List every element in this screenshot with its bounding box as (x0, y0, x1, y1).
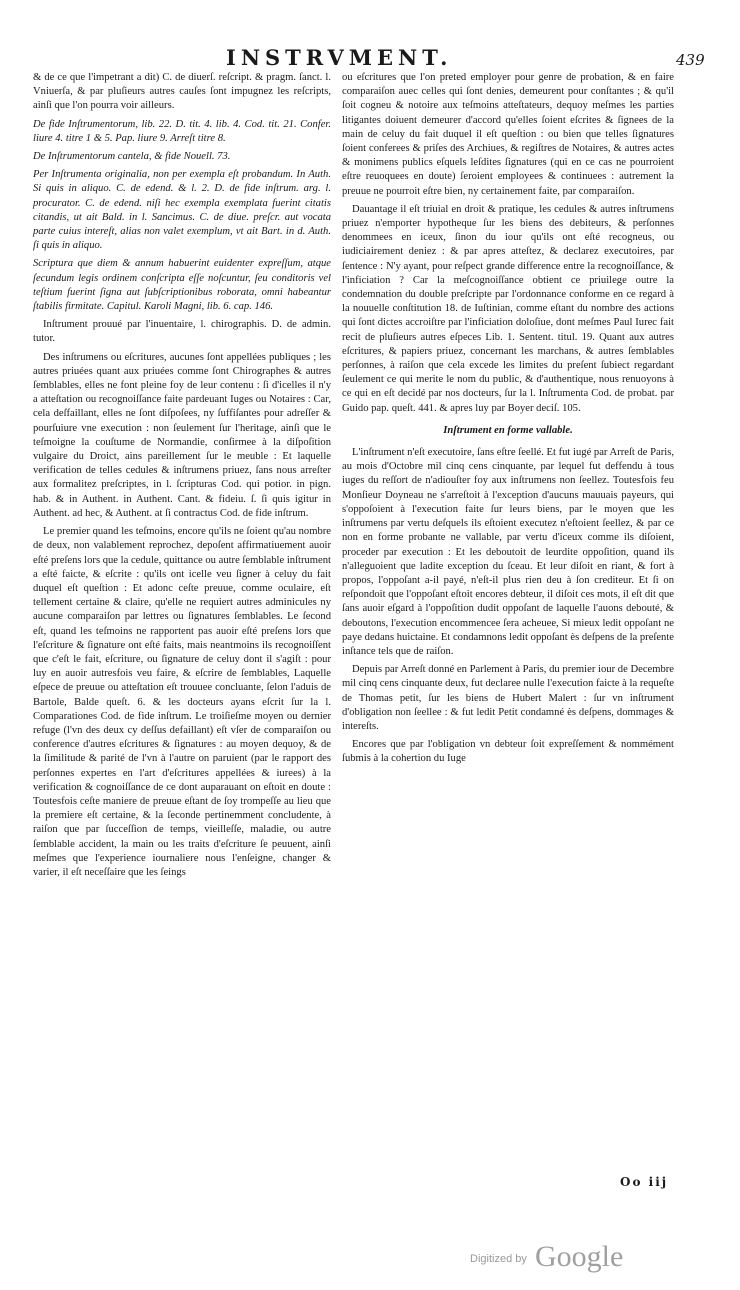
digitization-watermark (470, 1240, 624, 1280)
paragraph: Depuis par Arreſt donné en Parlement à Paris, du premier iour de Decembre mil cinq cens cinquante deux, fut declaree nulle l'execution faicte à la requeſte de Thomas petit, ſur les biens de Hubert Malert : ſur vn inſtrument d'obligation non ſeellee : & fut ledit Petit condamné ès deſpens, dommages & intereſts. (342, 664, 674, 732)
latin-maxim: Per Inſtrumenta originalia, non per exempla eſt probandum. In Auth. Si quis in aliquo. C. de edend. & l. 2. D. de fide inſtrum. arg. l. procurator. C. de edend. niſi hec exempla exemplata fuerint citatis citandis, ut ait Bald. in l. Sancimus. C. de diue. preſcr. aut vocata parte cuius intereſt, alias non valet exemplum, vt ait Bart. in d. Auth. ſi quis in aliquo. (33, 169, 331, 252)
running-title: INSTRVMENT. (226, 45, 453, 70)
paragraph: Des inſtrumens ou eſcritures, aucunes ſont appellées publiques ; les autres priuées quant aux priuées comme ſont Chirographes & autres ſemblables, elles ne font pleine foy de leur contenu : ſi d'icelles il n'y a atteſtation ou recognoiſſance faite pardeuant Iuges ou Notaires : Car, cela deſfaillant, elles ne ſont diſpoſees, ny ſuffiſantes pour adreſſer & pourſuiure vne execution : non ſeulement ſur l'heritage, ainſi que le teſmoigne la couſtume de Normandie, conſirmee à la diſpoſition vulgaire du Droict, ains pareillement ſur le meuble : Et laquelle verification de telles cedules & inſtrumens priuez, ſans nous arreſter aux formalitez preſcriptes, in l. ſcripturas Cod. qui potior. in pign. hab. & in Authent. in Authent. Cant. & fideiu. ſ. ſi quis igitur in Authent. ad hec, & Authent. at ſi contractus Cod. de fide inſtrum. (33, 351, 331, 519)
paragraph: ou eſcritures que l'on preted employer pour genre de probation, & en faire comparaiſon auec celles qui ſont denies, demeurent pour conſtantes ; & qu'il ſoit cogneu & notoire aux teſmoins atteſtateurs, dequoy meſmes les parties litigantes doiuent demeurer d'accord qu'elles ſoient eſcrites & ſignees de la main de celuy du fait duquel il eſt queſtion : ou bien que telles ſignatures ſoient conferees & priſes des Archiues, & regiſtres de Notaires, & autres actes & monimens publics eſquels leſdites ſignatures (qui en ce cas ne pourroient eſtre reuoquees en doute) ſeroient employees & continuees : autrement la preuue ne pourroit eſtre bien, ny certainement faite, par comparaiſon. (342, 72, 674, 197)
left-column (33, 71, 331, 884)
citation: De fide Inſtrumentorum, lib. 22. D. tit. 4. lib. 4. Cod. tit. 21. Confer. liure 4. titre 1 & 5. Pap. liure 9. Arreſt titre 8. (33, 118, 331, 144)
paragraph: & de ce que l'impetrant a dit) C. de diuerſ. reſcript. & pragm. ſanct. l. Vniuerſa, & par pluſieurs autres cauſes ſont impugnez les reſcripts, ainſi que l'on pourra voir ailleurs. (33, 72, 331, 112)
paragraph: Dauantage il eſt triuial en droit & pratique, les cedules & autres inſtrumens priuez n'emporter hypotheque ſur les biens des debiteurs, & perſonnes denommees en iceux, ſinon du iour qu'ils ont eſté recogneus, ou iudiciairement deniez : & par apres atteſtez, & declarez executoires, par ſentence : N'y ayant, pour reſpect grande difference entre la recognoiſſance, & l'inficiation ? Car la meſcognoiſſance obtient ce priuilege outre la condemnation du double preſcripte par l'ordonnance conforme en ce regard à la nouuelle conſtitution 18. de Iuſtinian, comme eſtant du nombre des actions qui ſont dictes accroiſtre par l'inficiation doloſiue, dont meſmes Paul Iurec fait recit de pluſieurs autres eſpeces Lib. 1. Sentent. titul. 19. Quant aux autres eſcritures, & papiers priuez, concernant les marchans, & autres ſemblables perſonnes, à raiſon que cela excede les limites du preſent ſubiect regardant ſeulement ce qui merite le nom du public, & d'authentique, nous renuoyons à ce qui en eſt decidé par nos docteurs, ſur la l. Inſtrumenta Cod. de probat. par Guido pap. queſt. 441. & apres luy par Boyer deciſ. 105. (342, 203, 674, 414)
paragraph: Encores que par l'obligation vn debteur ſoit expreſſement & nommément ſubmis à la cohertion du Iuge (342, 739, 674, 765)
signature-mark: Oo iij (620, 1175, 669, 1189)
page-number: 439 (676, 51, 705, 69)
digitized-by-label: Digitized by (470, 1253, 527, 1265)
citation: De Inſtrumentorum cantela, & fide Nouell. 73. (33, 151, 231, 163)
google-logo: Google (535, 1240, 624, 1273)
paragraph: Le premier quand les teſmoins, encore qu'ils ne ſoient qu'au nombre de deux, non valablement reprochez, depoſent affirmatiuement auoir eſté preſens lors que la cedule, quittance ou autre ſemblable inſtrument a eſté faicte, & eſcrite : qu'ils ont icelle veu ſigner à celuy du fait duquel eſt queſtion : Et adonc ceſte preuue, comme oculaire, eſt tellement certaine & claire, qu'elle ne requiert autres adminicules ny aucune comparaiſon par lettres ou ſignatures ſemblables. Le ſecond eſt, quand les teſmoins ne rapportent pas auoir eſté preſens lors que l'eſcriture & ſignature ont eſté faits, mais neantmoins ils recognoiſſent que c'eſt le fait, eſcriture, ou ſignature de celuy dont il s'agiſt : pour luy en auoir autresfois veu faire, & eſcrire de ſemblables, Laquelle eſpece de preuue ou atteſtation eſt trouuee concluante, ſelon l'aduis de Bartole, Balde queſt. 6. & les docteurs ayans eſcrit ſur la l. Comparationes Cod. de fide inſtrum. Le troiſieſme moyen ou dernier refuge (l'vn des deux cy deſſus defaillant) eſt vſer de comparaiſon ou conference d'autres eſcritures & ſignatures : au moyen dequoy, & de la ſimilitude & parité de l'vn à l'autre on paruient (par le rapport des perſonnes expertes en l'art d'eſcritures appellées & iurees) à la verification & cognoiſſance de ce dont auparauant on eſtoit en doute : Toutesfois ceſte maniere de preuue eſtant de ſoy trompeſſe au lieu que la premiere eſt certaine, & la ſeconde pertinemment concludente, à raiſon que par ſucceſſion de temps, vieilleſſe, maladie, ou autre ſemblable accident, la main ou les traits d'eſcriture ſe peuuent, ainſi meſmes que l'experience iournaliere nous l'enſeigne, changer & varier, il eſt neceſſaire que les ſeings (33, 526, 331, 878)
paragraph: L'inſtrument n'eſt executoire, ſans eſtre ſeellé. Et fut iugé par Arreſt de Paris, au mois d'Octobre mil cinq cens cinquante, par lequel fut deffendu à tous iuges du reſſort de n'adiouſter foy aux inſtrumens non ſeellez. Toutesfois feu Monſieur Doyneau ne s'arreſtoit à l'exception d'aucuns mauuais payeurs, qui s'oppoſoient à l'execution faite ſur leurs biens, par le moyen que les inſtrumens par vertu deſquels ils eſtoient executez n'eſtoient ſeellez, & par ce non en forme probante ne vallable, par vertu d'iceux comme ils diſoient, proceder par execution : Et les deboutoit de leurdite oppoſition, quand ils n'alleguoient que ladite exception du ſceau. Et leur diſoit en riant, & fort à propos, l'oppoſant a-il payé, n'eſt-il plus rien deu à ſon crediteur. Et ſi on reſpondoit que l'oppoſant eſtoit encores debteur, il diſoit ces mots, il eſt dit que ſans auoir eſgard à l'oppoſition dudit oppoſant de laquelle l'auons debouté, & deboutons, l'execution encommencee ſera acheuee, Si mieux ledit oppoſant ne paye dedans huictaine. Et condamnons ledit oppoſant ès deſpens de la preſente inſtance tels que de raiſon. (342, 447, 674, 657)
right-column (342, 71, 674, 771)
paragraph: Inſtrument prouué par l'inuentaire, l. chirographis. D. de admin. tutor. (33, 319, 331, 345)
section-heading: Inſtrument en forme vallable. (443, 424, 573, 436)
latin-maxim: Scriptura que diem & annum habuerint euidenter expreſſum, atque ſecundum legis ordinem conſcripta eſſe noſcuntur, ſeu conditoris vel teſtium fuerint ſigna aut ſubſcriptionibus roborata, omni habeantur ſtabilis firmitate. Capitul. Karoli Magni, lib. 6. cap. 146. (33, 258, 331, 313)
